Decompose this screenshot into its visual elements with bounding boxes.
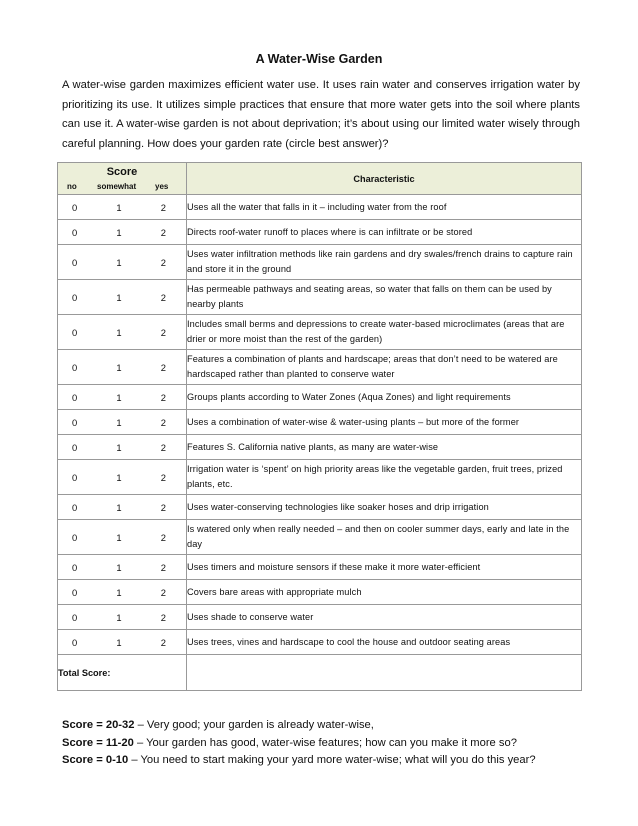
score-option-yes[interactable]: 2 <box>160 501 166 513</box>
score-option-no[interactable]: 0 <box>72 391 78 403</box>
summary-line <box>62 735 592 753</box>
score-option-no[interactable]: 0 <box>72 561 78 573</box>
table-row <box>58 195 582 220</box>
table-row <box>58 385 582 410</box>
score-options <box>58 350 187 385</box>
score-option-yes[interactable]: 2 <box>160 361 166 373</box>
characteristic-header: Characteristic <box>187 163 582 195</box>
total-score-label: Total Score: <box>58 655 187 691</box>
score-option-yes[interactable]: 2 <box>160 256 166 268</box>
score-options <box>58 555 187 580</box>
characteristic-text: Uses water infiltration methods like rain gardens and dry swales/french drains to capture rain and store it in the ground <box>187 245 582 280</box>
characteristic-text: Uses trees, vines and hardscape to cool the house and outdoor seating areas <box>187 630 582 655</box>
table-row <box>58 520 582 555</box>
score-option-somewhat[interactable]: 1 <box>116 636 122 648</box>
table-row <box>58 555 582 580</box>
intro-paragraph: A water-wise garden maximizes efficient water use. It uses rain water and conserves irrigation water by prioritizing its use. It utilizes simple practices that ensure that more water gets into the soil where plants can use it. A water-wise garden is not about deprivation; it’s about using our limited water wisely through careful planning. How does your garden rate (circle best answer)? <box>62 79 580 150</box>
score-options <box>58 630 187 655</box>
score-option-no[interactable]: 0 <box>72 256 78 268</box>
characteristic-text: Directs roof-water runoff to places where is can infiltrate or be stored <box>187 220 582 245</box>
score-options <box>58 220 187 245</box>
score-options <box>58 495 187 520</box>
summary-text: – Very good; your garden is already water-wise, <box>134 719 374 731</box>
score-option-yes[interactable]: 2 <box>160 561 166 573</box>
score-options <box>58 280 187 315</box>
score-option-somewhat[interactable]: 1 <box>116 586 122 598</box>
score-option-yes[interactable]: 2 <box>160 441 166 453</box>
score-options <box>58 245 187 280</box>
score-option-no[interactable]: 0 <box>72 501 78 513</box>
table-row <box>58 580 582 605</box>
score-option-no[interactable]: 0 <box>72 441 78 453</box>
score-options <box>58 520 187 555</box>
table-row <box>58 315 582 350</box>
characteristic-text: Uses a combination of water-wise & water-using plants – but more of the former <box>187 410 582 435</box>
score-option-somewhat[interactable]: 1 <box>116 416 122 428</box>
table-row <box>58 350 582 385</box>
score-option-yes[interactable]: 2 <box>160 201 166 213</box>
score-option-yes[interactable]: 2 <box>160 291 166 303</box>
score-option-no[interactable]: 0 <box>72 636 78 648</box>
table-row <box>58 410 582 435</box>
total-score-value[interactable] <box>187 655 582 691</box>
characteristic-text: Features a combination of plants and hardscape; areas that don’t need to be watered are hardscaped rather than planted to conserve water <box>187 350 582 385</box>
score-option-yes[interactable]: 2 <box>160 611 166 623</box>
score-option-no[interactable]: 0 <box>72 416 78 428</box>
table-row <box>58 435 582 460</box>
score-header: Score <box>106 166 138 178</box>
characteristic-text: Covers bare areas with appropriate mulch <box>187 580 582 605</box>
table-row <box>58 220 582 245</box>
score-option-somewhat[interactable]: 1 <box>116 501 122 513</box>
score-option-no[interactable]: 0 <box>72 326 78 338</box>
page-title: A Water-Wise Garden <box>255 52 383 66</box>
total-row <box>58 655 582 691</box>
score-option-yes[interactable]: 2 <box>160 326 166 338</box>
score-options <box>58 605 187 630</box>
label-yes: yes <box>155 182 169 191</box>
summary-range: Score = 20-32 <box>62 719 135 731</box>
summary-range: Score = 0-10 <box>62 754 129 766</box>
score-option-somewhat[interactable]: 1 <box>116 471 122 483</box>
table-row <box>58 460 582 495</box>
table-row <box>58 280 582 315</box>
score-options <box>58 195 187 220</box>
table-row <box>58 495 582 520</box>
score-option-somewhat[interactable]: 1 <box>116 226 122 238</box>
characteristic-text: Uses all the water that falls in it – including water from the roof <box>187 195 582 220</box>
score-options <box>58 385 187 410</box>
score-option-yes[interactable]: 2 <box>160 391 166 403</box>
score-option-no[interactable]: 0 <box>72 531 78 543</box>
characteristic-text: Irrigation water is ‘spent’ on high priority areas like the vegetable garden, fruit trees, prized plants, etc. <box>187 460 582 495</box>
score-option-somewhat[interactable]: 1 <box>116 201 122 213</box>
score-header-cell <box>58 163 187 195</box>
score-options <box>58 435 187 460</box>
score-options <box>58 580 187 605</box>
table-row <box>58 630 582 655</box>
label-no: no <box>67 182 77 191</box>
summary-line <box>62 752 592 770</box>
score-options <box>58 460 187 495</box>
score-option-somewhat[interactable]: 1 <box>116 441 122 453</box>
score-option-somewhat[interactable]: 1 <box>116 611 122 623</box>
characteristic-text: Features S. California native plants, as many are water-wise <box>187 435 582 460</box>
score-options <box>58 410 187 435</box>
summary-range: Score = 11-20 <box>62 736 134 749</box>
score-option-somewhat[interactable]: 1 <box>116 326 122 338</box>
score-option-somewhat[interactable]: 1 <box>116 531 122 543</box>
score-option-no[interactable]: 0 <box>72 201 78 213</box>
score-option-somewhat[interactable]: 1 <box>116 256 122 268</box>
table-row <box>58 245 582 280</box>
score-summary <box>62 717 592 770</box>
characteristic-text: Has permeable pathways and seating areas, so water that falls on them can be used by nearby plants <box>187 280 582 315</box>
score-option-somewhat[interactable]: 1 <box>116 291 122 303</box>
characteristic-text: Includes small berms and depressions to create water-based microclimates (areas that are drier or more moist than the rest of the garden) <box>187 315 582 350</box>
score-option-somewhat[interactable]: 1 <box>116 361 122 373</box>
summary-text: – Your garden has good, water-wise features; how can you make it more so? <box>133 736 517 749</box>
score-option-no[interactable]: 0 <box>72 611 78 623</box>
score-option-yes[interactable]: 2 <box>160 586 166 598</box>
characteristic-text: Uses timers and moisture sensors if these make it more water-efficient <box>187 555 582 580</box>
label-somewhat: somewhat <box>97 182 137 191</box>
score-option-somewhat[interactable]: 1 <box>116 391 122 403</box>
score-option-no[interactable]: 0 <box>72 361 78 373</box>
score-option-yes[interactable]: 2 <box>160 471 166 483</box>
table-header-row <box>58 163 582 195</box>
score-option-yes[interactable]: 2 <box>160 226 166 238</box>
characteristic-text: Uses shade to conserve water <box>187 605 582 630</box>
score-option-no[interactable]: 0 <box>72 226 78 238</box>
score-option-no[interactable]: 0 <box>72 586 78 598</box>
score-option-no[interactable]: 0 <box>72 291 78 303</box>
score-option-no[interactable]: 0 <box>72 471 78 483</box>
score-option-yes[interactable]: 2 <box>160 416 166 428</box>
summary-line <box>62 717 592 735</box>
score-option-yes[interactable]: 2 <box>160 531 166 543</box>
characteristic-text: Is watered only when really needed – and then on cooler summer days, early and late in the day <box>187 520 582 555</box>
score-options <box>58 315 187 350</box>
table-body <box>58 195 582 655</box>
score-option-yes[interactable]: 2 <box>160 636 166 648</box>
score-table <box>57 162 582 691</box>
table-row <box>58 605 582 630</box>
characteristic-text: Groups plants according to Water Zones (Aqua Zones) and light requirements <box>187 385 582 410</box>
characteristic-text: Uses water-conserving technologies like soaker hoses and drip irrigation <box>187 495 582 520</box>
score-option-somewhat[interactable]: 1 <box>116 561 122 573</box>
summary-text: – You need to start making your yard more water-wise; what will you do this year? <box>128 754 536 766</box>
